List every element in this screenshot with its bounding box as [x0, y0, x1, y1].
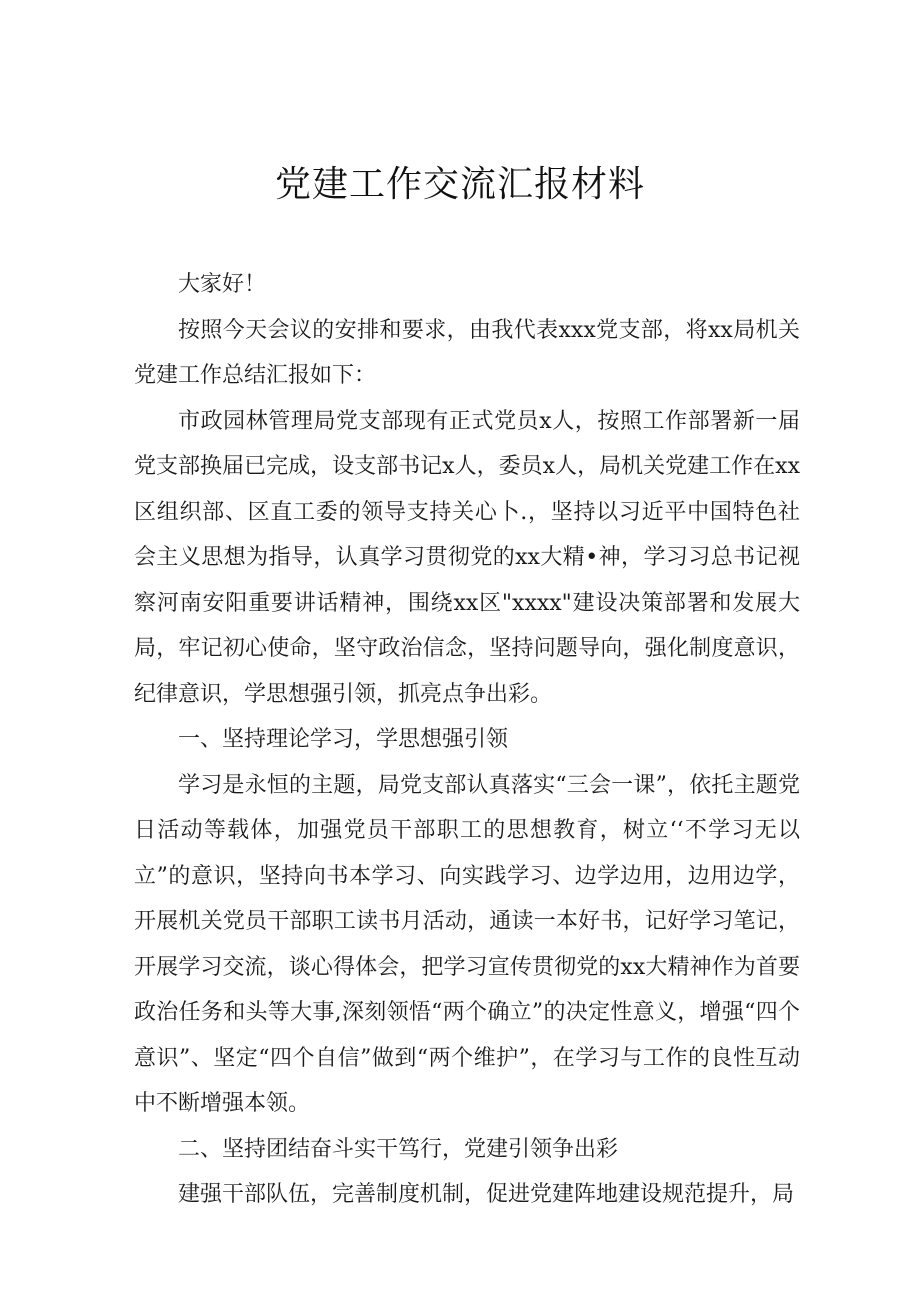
intro-paragraph: 按照今天会议的安排和要求，由我代表xxx党支部，将xx局机关党建工作总结汇报如下： [134, 317, 800, 388]
section-heading-1: 一、坚持理论学习，学思想强引领 [178, 727, 509, 752]
greeting-paragraph: 大家好！ [178, 272, 267, 297]
section-heading-2: 二、坚持团结奋斗实干笃行，党建引领争出彩 [178, 1136, 619, 1162]
document-title: 党建工作交流汇报材料 [274, 164, 645, 205]
section-1-paragraph: 学习是永恒的主题，局党支部认真落实“三会一课”，依托主题党日活动等载体，加强党员干部职工的思想教育，树立‘‘不学习无以立”的意识，坚持向书本学习、向实践学习、边学边用，边用边学，开展机关党员干部职工读书月活动，通读一本好书，记好学习笔记，开展学习交流，谈心得体会，把学习宣传贯彻党的xx大精神作为首要政治任务和头等大事,深刻领悟“两个确立”的决定性意义，增强“四个意识”、坚定“四个自信”做到“两个维护”，在学习与工作的良性互动中不断增强本领。 [134, 772, 800, 1116]
section-2-paragraph: 建强干部队伍，完善制度机制，促进党建阵地建设规范提升，局 [178, 1182, 795, 1207]
overview-paragraph: 市政园林管理局党支部现有正式党员x人，按照工作部署新一届党支部换届已完成，设支部书记x人，委员x人，局机关党建工作在xx区组织部、区直工委的领导支持关心卜.，坚持以习近平中国特色社会主义思想为指导，认真学习贯彻党的xx大精•神，学习习总书记视察河南安阳重要讲话精神，围绕xx区"xxxx"建设决策部署和发展大局，牢记初心使命，坚守政治信念，坚持问题导向，强化制度意识，纪律意识，学思想强引领，抓亮点争出彩。 [134, 408, 800, 707]
document-body [134, 262, 800, 1218]
